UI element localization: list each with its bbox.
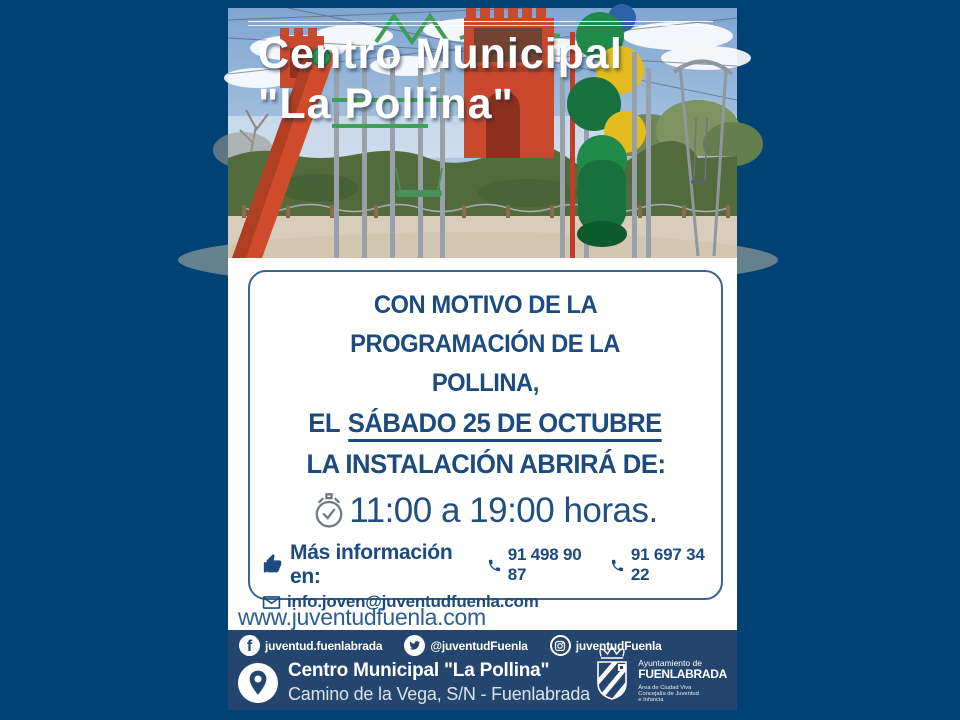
thumbs-up-icon — [262, 554, 284, 576]
flyer-poster — [228, 0, 737, 720]
stopwatch-icon — [313, 493, 345, 529]
notice-line-3: POLLINA, — [431, 369, 540, 397]
logo-line-3: Área de Ciudad Viva — [638, 684, 692, 691]
bottom-accent-bar — [228, 710, 737, 720]
location-name: Centro Municipal "La Pollina" — [288, 660, 550, 681]
facebook-handle: juventud.fuenlabrada — [265, 638, 383, 653]
logo-line-5: e Infancia — [638, 697, 664, 704]
more-info-label: Más información en: — [290, 541, 453, 588]
phone-icon — [487, 558, 502, 573]
location-address: Camino de la Vega, S/N - Fuenlabrada — [288, 684, 590, 704]
notice-line-5: LA INSTALACIÓN ABRIRÁ DE: — [305, 449, 666, 479]
phone-number-2[interactable]: 91 697 34 22 — [630, 545, 705, 584]
notice-line-1: CON MOTIVO DE LA — [373, 291, 598, 319]
twitter-icon — [404, 635, 425, 656]
opening-hours-row — [250, 491, 721, 531]
date-underlined: SÁBADO 25 DE OCTUBRE — [348, 408, 662, 442]
twitter-handle: @juventudFuenla — [430, 638, 528, 653]
instagram-icon — [550, 635, 571, 656]
instagram-handle: juventudFuenla — [575, 638, 662, 653]
date-prefix: EL — [308, 408, 341, 438]
social-item-twitter[interactable] — [404, 635, 527, 656]
city-council-logo — [592, 643, 727, 704]
notice-section — [228, 258, 737, 630]
opening-hours: 11:00 a 19:00 horas. — [349, 491, 658, 530]
city-crest-icon — [592, 643, 632, 701]
notice-line-2: PROGRAMACIÓN DE LA — [350, 330, 621, 358]
poster-title-line2: "La Pollina" — [258, 80, 514, 128]
website-url[interactable]: www.juventudfuenla.com — [238, 604, 486, 630]
contact-info — [250, 541, 721, 612]
notice-line-4 — [250, 403, 721, 444]
location-text — [288, 660, 590, 705]
logo-line-1: Ayuntamiento de — [638, 658, 702, 668]
poster-title-line1: Centro Municipal — [258, 30, 623, 78]
playground-photo-header — [228, 8, 737, 258]
more-info-row — [262, 541, 721, 589]
email-address[interactable]: info.joven@juventudfuenla.com — [287, 592, 539, 611]
notice-box — [248, 270, 723, 611]
city-council-text — [638, 643, 727, 704]
social-item-facebook[interactable] — [239, 635, 382, 656]
logo-line-4: Concejalía de Juventud — [638, 690, 699, 697]
decorative-rule — [248, 21, 713, 26]
phone-number-1[interactable]: 91 498 90 87 — [507, 545, 582, 584]
phone-icon — [610, 558, 625, 573]
top-accent-bar — [228, 0, 737, 8]
logo-line-2: FUENLABRADA — [638, 667, 727, 682]
location-pin-icon — [238, 663, 278, 703]
location-row — [238, 660, 590, 705]
footer-band — [228, 630, 737, 710]
facebook-icon: f — [239, 635, 260, 656]
